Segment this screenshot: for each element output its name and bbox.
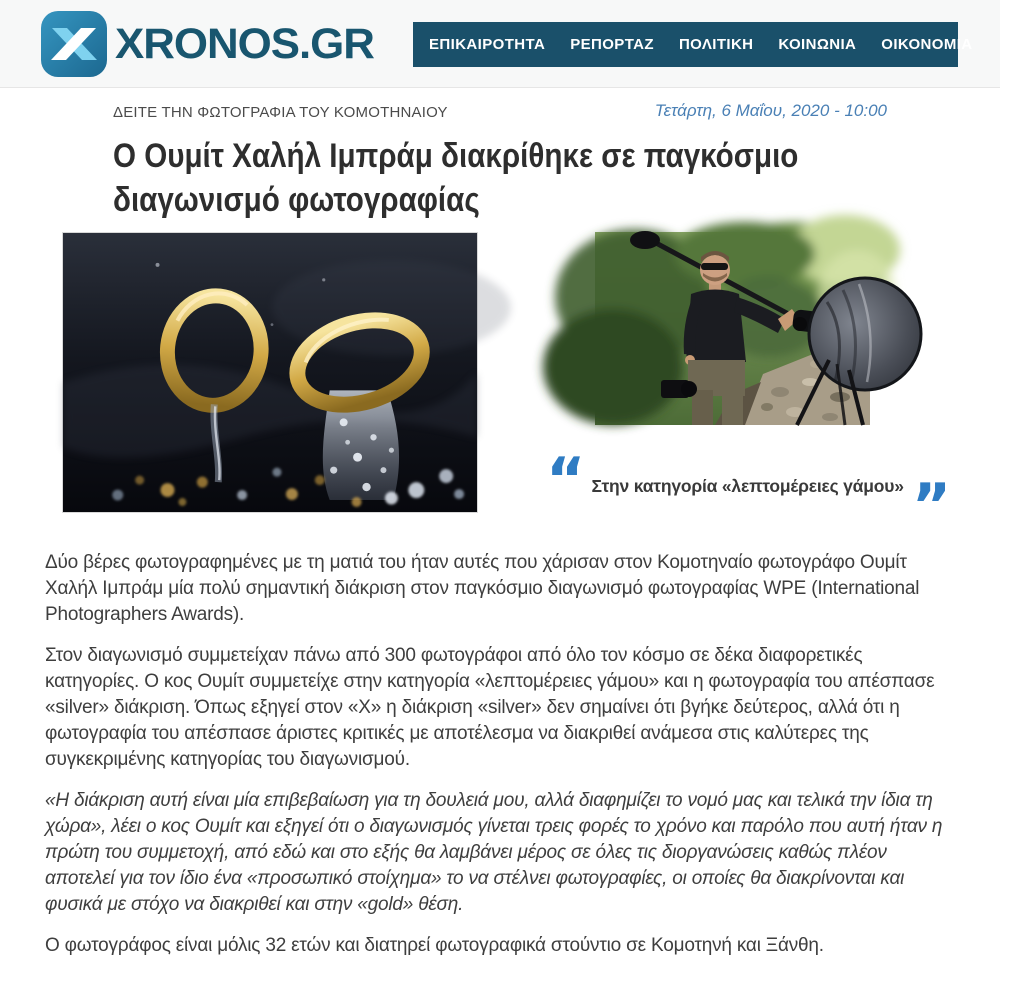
paragraph-4: Ο φωτογράφος είναι μόλις 32 ετών και διατηρεί φωτογραφικά στούντιο σε Κομοτηνή και Ξάνθη. xyxy=(45,935,824,956)
wedding-rings-photo xyxy=(62,232,478,513)
nav-item-politiki[interactable]: ΠΟΛΙΤΙΚΗ xyxy=(678,36,754,53)
close-quote-icon: ” xyxy=(911,471,952,541)
open-quote-icon: “ xyxy=(546,445,586,515)
article-kicker: ΔΕΙΤΕ ΤΗΝ ΦΩΤΟΓΡΑΦΙΑ ΤΟΥ ΚΟΜΟΤΗΝΑΙΟΥ xyxy=(113,104,448,121)
photographer-photo xyxy=(595,232,870,425)
article-body xyxy=(45,550,957,974)
paragraph-3: «Η διάκριση αυτή είναι μία επιβεβαίωση για τη δουλειά μου, αλλά διαφημίζει το νομό μας και τελικά την ίδια τη χώρα», λέει ο κος Ουμίτ και εξηγεί ότι ο διαγωνισμός γίνεται τρεις φορές το χρόνο και παρόλο που αυτή ήταν η πρώτη του συμμετοχή, από εδώ και στο εξής θα λαμβάνει μέρος σε όλες τις διοργανώσεις καθώς πλέον αποτελεί για τον ίδιο ένα «προσωπικό στοίχημα» το να στέλνει φωτογραφίες, οι οποίες θα διακρίνονται και φυσικά με στόχο να διακριθεί και στην «gold» θέση. xyxy=(45,790,943,915)
paragraph-1: Δύο βέρες φωτογραφημένες με τη ματιά του ήταν αυτές που χάρισαν στον Κομοτηναίο φωτογράφο Ουμίτ Χαλήλ Ιμπράμ μία πολύ σημαντική διάκριση στον παγκόσμιο διαγωνισμό φωτογραφίας WPE (International Photographers Awards). xyxy=(45,552,920,625)
nav-item-koinonia[interactable]: ΚΟΙΝΩΝΙΑ xyxy=(778,36,857,53)
main-nav xyxy=(413,22,1012,67)
pull-quote xyxy=(546,445,956,541)
nav-item-reportaz[interactable]: ΡΕΠΟΡΤΑΖ xyxy=(570,36,654,53)
nav-item-epikairotita[interactable]: ΕΠΙΚΑΙΡΟΤΗΤΑ xyxy=(429,36,546,53)
nav-item-oikonomia[interactable]: ΟΙΚΟΝΟΜΙΑ xyxy=(881,36,973,53)
xronos-logo-icon xyxy=(40,10,108,78)
brand-name: XRONOS.GR xyxy=(115,19,374,68)
site-header xyxy=(0,0,1012,88)
article-date: Τετάρτη, 6 Μαΐου, 2020 - 10:00 xyxy=(654,101,887,120)
paragraph-2: Στον διαγωνισμό συμμετείχαν πάνω από 300 φωτογράφοι από όλο τον κόσμο σε δέκα διαφορετικές κατηγορίες. Ο κος Ουμίτ συμμετείχε στην κατηγορία «λεπτομέρειες γάμου» και η φωτογραφία του απέσπασε «silver» διάκριση. Όπως εξηγεί στον «Χ» η διάκριση «silver» δεν σημαίνει ότι βγήκε δεύτερος, αλλά ότι η φωτογραφία του απέσπασε άριστες κριτικές με αποτέλεσμα να διακριθεί ανάμεσα στις καλύτερες της συγκεκριμένης κατηγορίας του διαγωνισμού. xyxy=(45,645,935,770)
site-logo[interactable] xyxy=(40,10,374,78)
pull-quote-text: Στην κατηγορία «λεπτομέρειες γάμου» xyxy=(591,476,904,496)
chevron-down-icon[interactable]: ▼ xyxy=(1001,38,1012,51)
article-title: Ο Ουμίτ Χαλήλ Ιμπράμ διακρίθηκε σε παγκόσμιο διαγωνισμό φωτογραφίας xyxy=(113,137,799,220)
